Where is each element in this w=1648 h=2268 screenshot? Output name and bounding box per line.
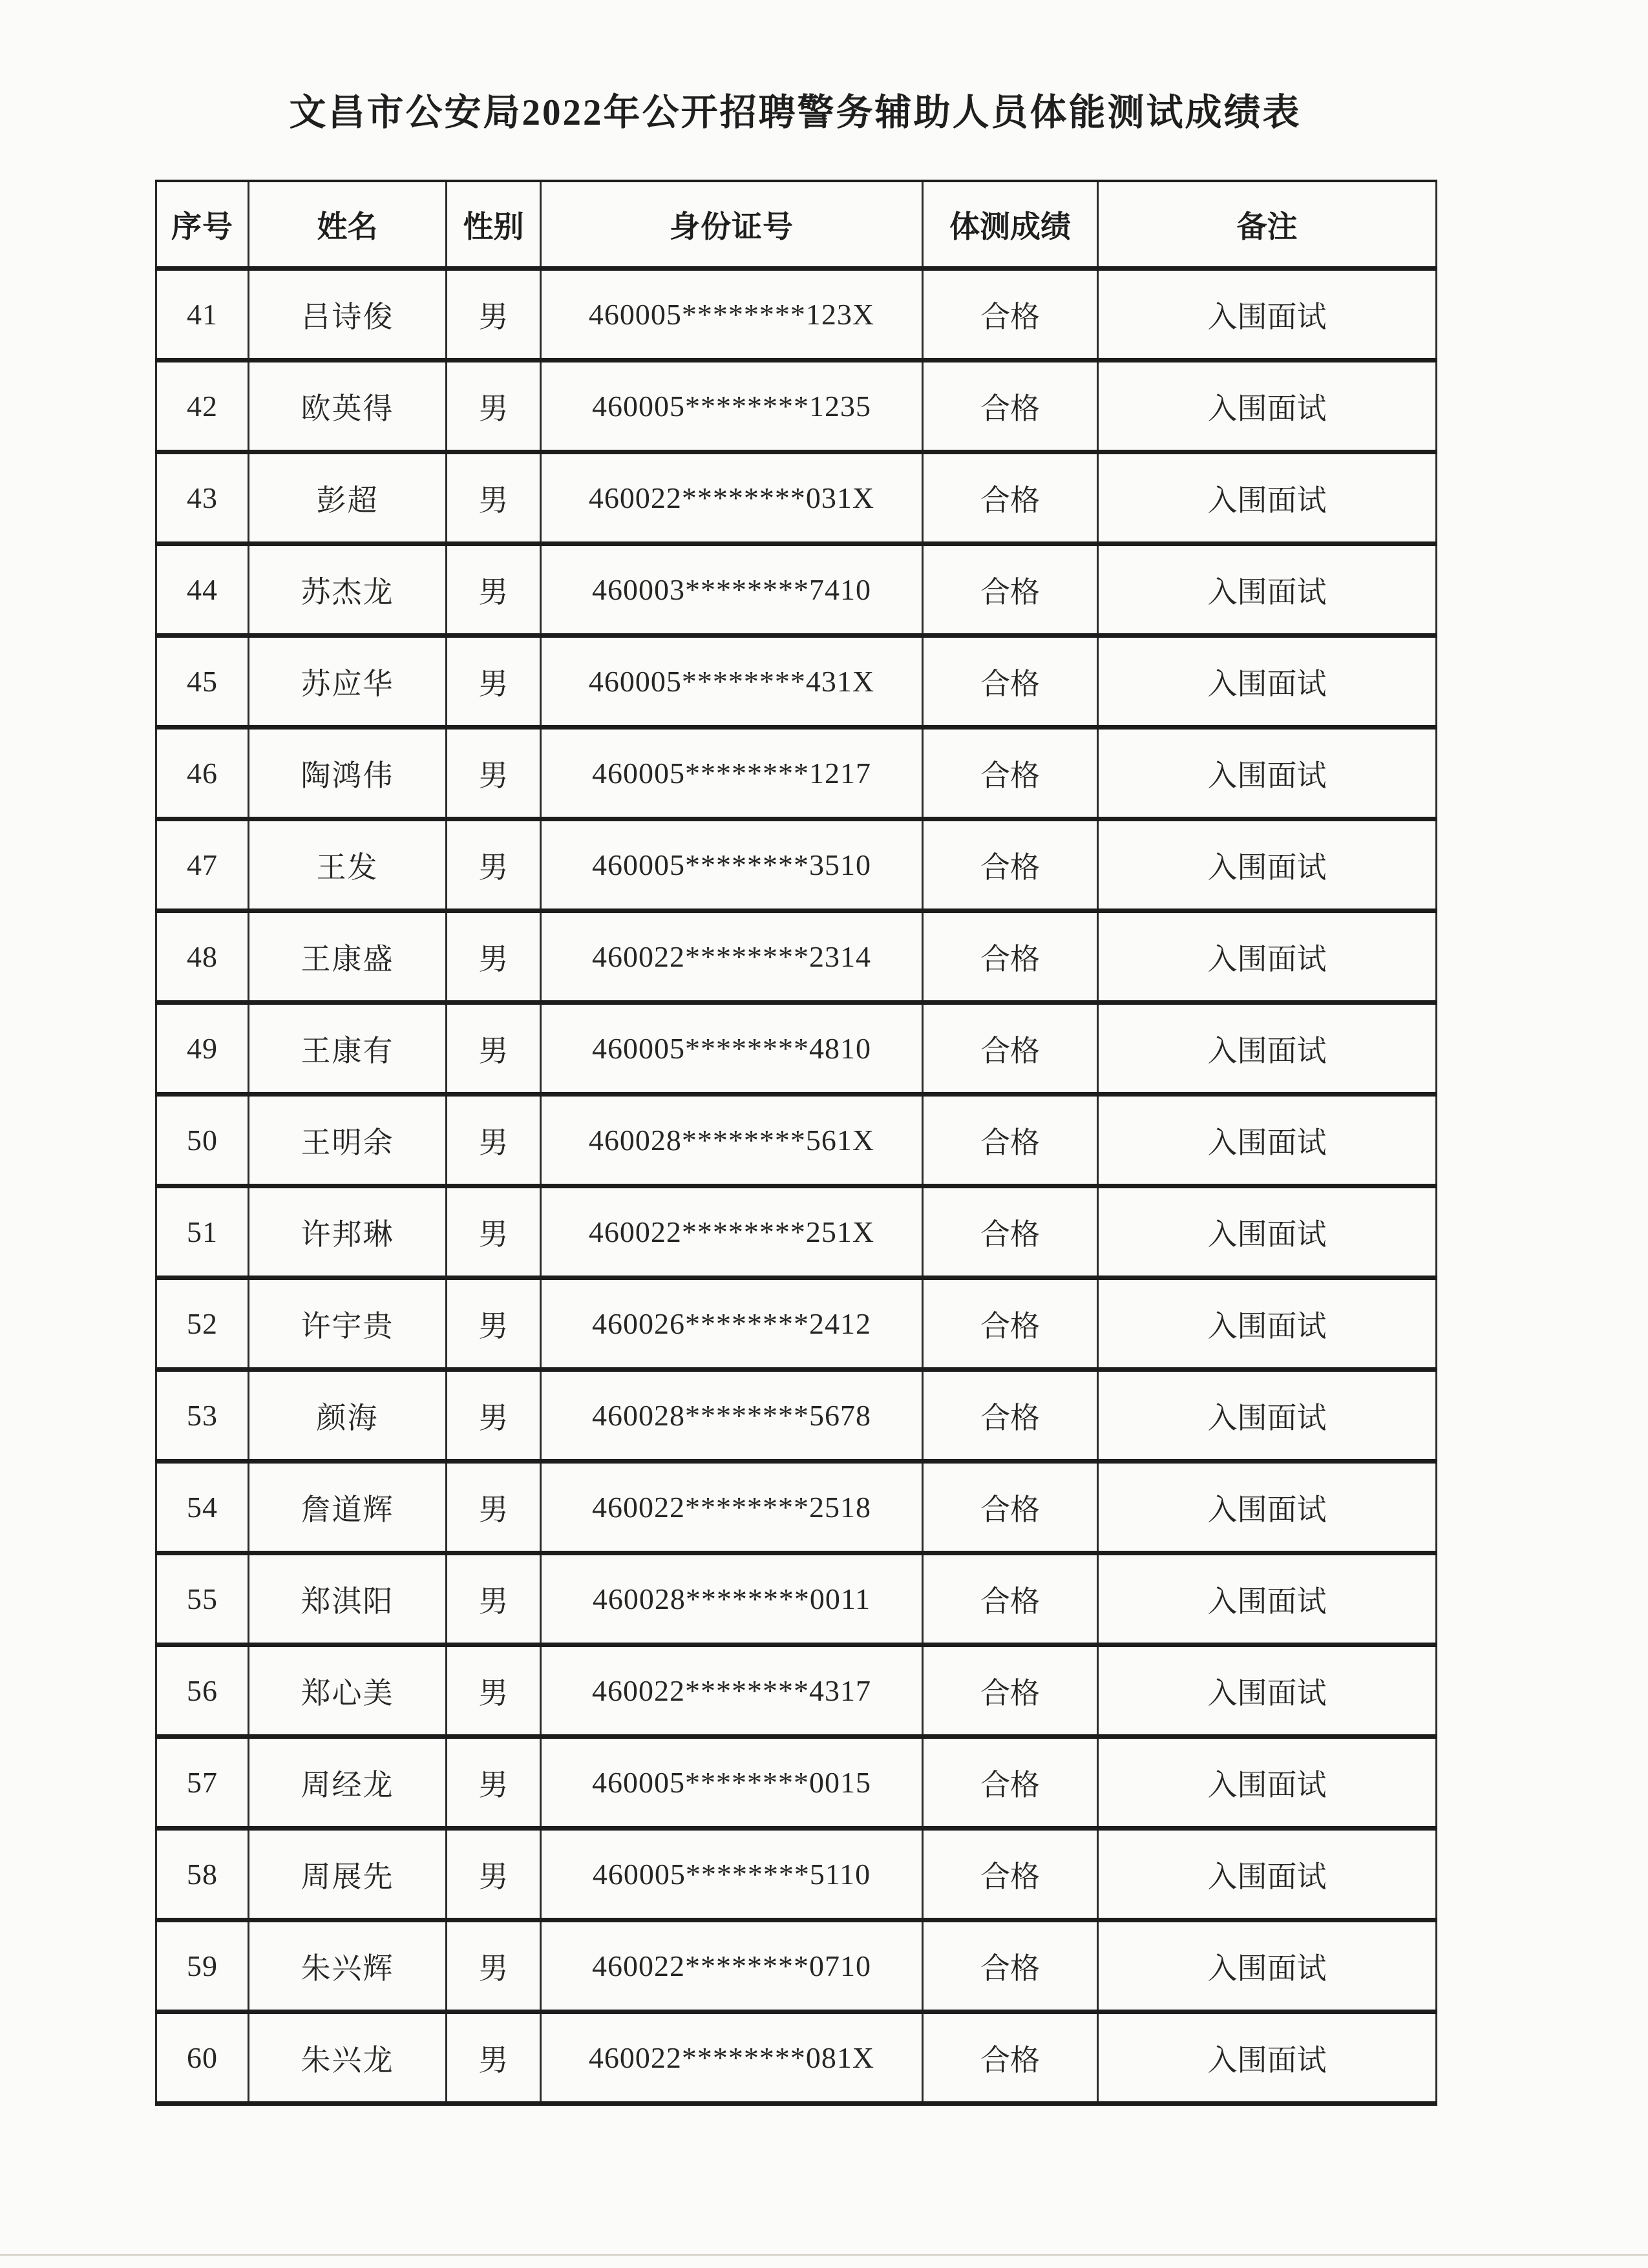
cell: 合格 [923,2012,1098,2104]
cell: 460026********2412 [541,1278,923,1370]
cell: 男 [447,544,541,636]
cell: 男 [447,361,541,452]
cell: 入围面试 [1098,1920,1437,2012]
cell: 合格 [923,1186,1098,1278]
cell: 男 [447,269,541,361]
cell: 入围面试 [1098,1829,1437,1920]
cell: 57 [156,1737,249,1829]
cell: 47 [156,819,249,911]
table-row [156,1003,1437,1095]
cell: 合格 [923,1003,1098,1095]
cell: 詹道辉 [249,1462,447,1553]
column-header-2: 性别 [447,181,541,269]
cell: 吕诗俊 [249,269,447,361]
cell: 48 [156,911,249,1003]
cell: 合格 [923,269,1098,361]
cell: 56 [156,1645,249,1737]
cell: 男 [447,1737,541,1829]
cell: 入围面试 [1098,636,1437,728]
cell: 男 [447,1095,541,1186]
cell: 460028********0011 [541,1553,923,1645]
cell: 入围面试 [1098,2012,1437,2104]
cell: 入围面试 [1098,1095,1437,1186]
cell: 60 [156,2012,249,2104]
cell: 460022********4317 [541,1645,923,1737]
cell: 彭超 [249,452,447,544]
cell: 入围面试 [1098,911,1437,1003]
cell: 合格 [923,1278,1098,1370]
cell: 合格 [923,819,1098,911]
cell: 男 [447,1003,541,1095]
column-header-4: 体测成绩 [923,181,1098,269]
column-header-1: 姓名 [249,181,447,269]
cell: 45 [156,636,249,728]
table-row [156,269,1437,361]
cell: 合格 [923,1737,1098,1829]
column-header-3: 身份证号 [541,181,923,269]
cell: 郑淇阳 [249,1553,447,1645]
header-row [156,181,1437,269]
table-row [156,361,1437,452]
cell: 入围面试 [1098,1370,1437,1462]
cell: 460005********1217 [541,728,923,819]
cell: 男 [447,1553,541,1645]
cell: 460005********4810 [541,1003,923,1095]
cell: 460022********0710 [541,1920,923,2012]
table-row [156,636,1437,728]
table-row [156,819,1437,911]
cell: 合格 [923,1829,1098,1920]
score-table [155,180,1437,2106]
cell: 460028********561X [541,1095,923,1186]
cell: 入围面试 [1098,1737,1437,1829]
cell: 郑心美 [249,1645,447,1737]
cell: 入围面试 [1098,452,1437,544]
column-header-5: 备注 [1098,181,1437,269]
cell: 欧英得 [249,361,447,452]
cell: 男 [447,819,541,911]
table-row [156,1553,1437,1645]
cell: 59 [156,1920,249,2012]
table-row [156,452,1437,544]
table-row [156,1737,1437,1829]
cell: 54 [156,1462,249,1553]
table-row [156,1829,1437,1920]
cell: 周展先 [249,1829,447,1920]
cell: 50 [156,1095,249,1186]
cell: 入围面试 [1098,728,1437,819]
cell: 王明余 [249,1095,447,1186]
cell: 入围面试 [1098,819,1437,911]
table-row [156,1278,1437,1370]
cell: 入围面试 [1098,1553,1437,1645]
cell: 男 [447,1920,541,2012]
cell: 460022********2518 [541,1462,923,1553]
table-row [156,1462,1437,1553]
cell: 男 [447,452,541,544]
cell: 苏应华 [249,636,447,728]
table-row [156,911,1437,1003]
cell: 44 [156,544,249,636]
cell: 周经龙 [249,1737,447,1829]
cell: 58 [156,1829,249,1920]
cell: 46 [156,728,249,819]
cell: 入围面试 [1098,1003,1437,1095]
cell: 王康有 [249,1003,447,1095]
cell: 男 [447,1645,541,1737]
cell: 460005********1235 [541,361,923,452]
table-row [156,1186,1437,1278]
cell: 男 [447,1186,541,1278]
cell: 王发 [249,819,447,911]
cell: 入围面试 [1098,361,1437,452]
document-title: 文昌市公安局2022年公开招聘警务辅助人员体能测试成绩表 [289,92,1302,133]
cell: 男 [447,728,541,819]
cell: 52 [156,1278,249,1370]
cell: 入围面试 [1098,1462,1437,1553]
cell: 许宇贵 [249,1278,447,1370]
cell: 460022********081X [541,2012,923,2104]
table-row [156,544,1437,636]
cell: 男 [447,911,541,1003]
table-row [156,1920,1437,2012]
cell: 入围面试 [1098,1645,1437,1737]
cell: 460022********031X [541,452,923,544]
table-row [156,1645,1437,1737]
table-row [156,1095,1437,1186]
cell: 陶鸿伟 [249,728,447,819]
cell: 合格 [923,1462,1098,1553]
cell: 51 [156,1186,249,1278]
cell: 男 [447,2012,541,2104]
cell: 460005********0015 [541,1737,923,1829]
cell: 460003********7410 [541,544,923,636]
cell: 460022********251X [541,1186,923,1278]
cell: 王康盛 [249,911,447,1003]
cell: 入围面试 [1098,544,1437,636]
cell: 460028********5678 [541,1370,923,1462]
cell: 颜海 [249,1370,447,1462]
cell: 入围面试 [1098,269,1437,361]
cell: 苏杰龙 [249,544,447,636]
cell: 合格 [923,911,1098,1003]
cell: 男 [447,1278,541,1370]
cell: 合格 [923,544,1098,636]
scan-edge-artifact [0,2254,1648,2256]
cell: 460005********123X [541,269,923,361]
cell: 460005********5110 [541,1829,923,1920]
cell: 合格 [923,1553,1098,1645]
cell: 41 [156,269,249,361]
cell: 男 [447,1462,541,1553]
cell: 许邦琳 [249,1186,447,1278]
cell: 460022********2314 [541,911,923,1003]
cell: 朱兴龙 [249,2012,447,2104]
cell: 合格 [923,636,1098,728]
cell: 49 [156,1003,249,1095]
cell: 合格 [923,1920,1098,2012]
cell: 入围面试 [1098,1186,1437,1278]
cell: 朱兴辉 [249,1920,447,2012]
cell: 43 [156,452,249,544]
cell: 合格 [923,1645,1098,1737]
cell: 男 [447,1370,541,1462]
table-row [156,1370,1437,1462]
table-body [156,269,1437,2104]
cell: 男 [447,1829,541,1920]
cell: 42 [156,361,249,452]
cell: 入围面试 [1098,1278,1437,1370]
cell: 53 [156,1370,249,1462]
cell: 合格 [923,728,1098,819]
cell: 男 [447,636,541,728]
cell: 460005********431X [541,636,923,728]
cell: 合格 [923,361,1098,452]
column-header-0: 序号 [156,181,249,269]
table-row [156,2012,1437,2104]
cell: 460005********3510 [541,819,923,911]
cell: 合格 [923,1370,1098,1462]
cell: 55 [156,1553,249,1645]
cell: 合格 [923,452,1098,544]
table-row [156,728,1437,819]
cell: 合格 [923,1095,1098,1186]
